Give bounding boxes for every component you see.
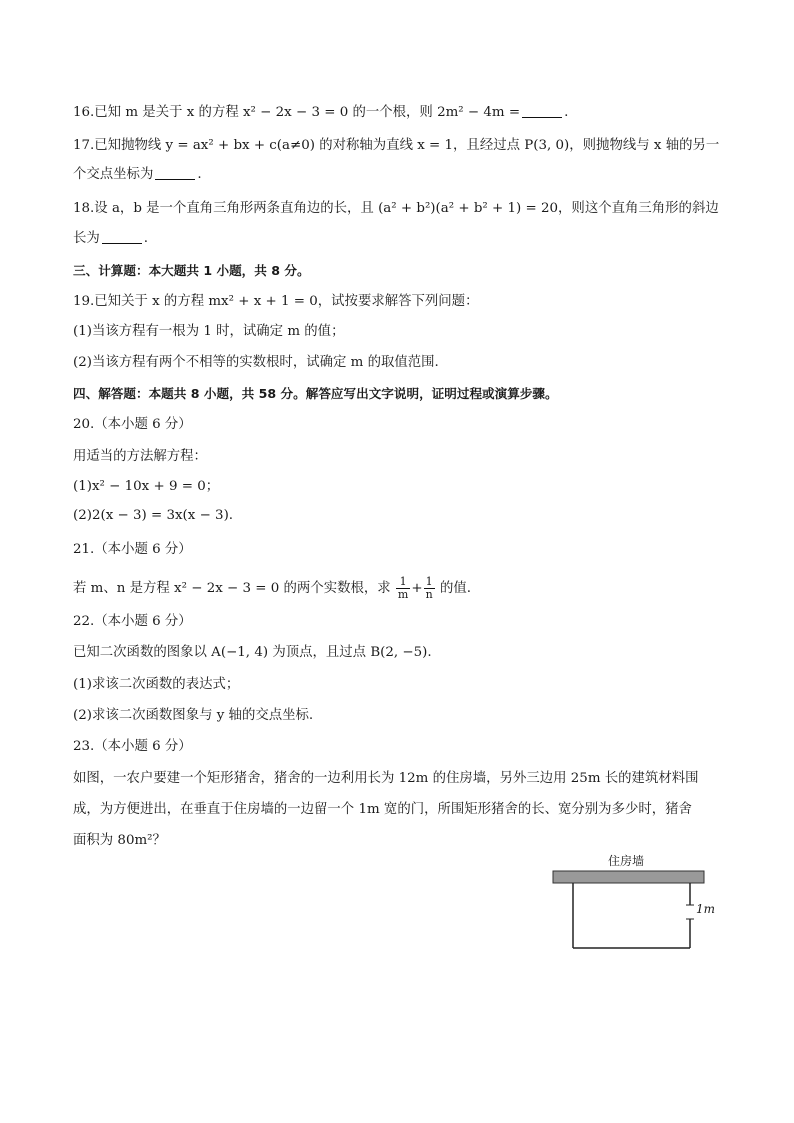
question-18-line2: 长为 . (73, 231, 149, 246)
wall-label: 住房墙 (608, 854, 645, 868)
pigsty-diagram (548, 852, 718, 957)
question-16: 16.已知 m 是关于 x 的方程 x² − 2x − 3 = 0 的一个根，则 2m² − 4m = . (73, 105, 569, 120)
question-17-line1: 17.已知抛物线 y = ax² + bx + c(a≠0) 的对称轴为直线 x = 1，且经过点 P(3, 0)，则抛物线与 x 轴的另一 (73, 138, 720, 153)
expression: 2m² − 4m = (437, 105, 521, 120)
equation: x² − 2x − 3 = 0 (242, 105, 349, 120)
question-23-line1: 如图，一农户要建一个矩形猪舍，猪舍的一边利用长为 12m 的住房墙，另外三边用 25m 长的建筑材料围 (73, 771, 699, 786)
question-22-part2: (2)求该二次函数图象与 y 轴的交点坐标. (73, 708, 314, 723)
section-3-heading: 三、计算题：本大题共 1 小题，共 8 分。 (73, 263, 310, 278)
equation: y = ax² + bx + c(a≠0) (165, 138, 315, 153)
fraction-1-over-n: $\frac{1}{n}$ (425, 575, 433, 601)
answer-blank (102, 230, 142, 244)
point: P(3, 0) (524, 138, 570, 153)
question-23-line3: 面积为 80m²？ (73, 833, 166, 848)
var-x: x (186, 105, 195, 120)
question-22-heading: 22.（本小题 6 分） (73, 614, 192, 629)
question-20-part2: (2)2(x − 3) = 3x(x − 3). (73, 508, 234, 523)
answer-blank (155, 166, 195, 180)
answer-blank (522, 104, 562, 118)
question-21: 若 m、n 是方程 x² − 2x − 3 = 0 的两个实数根，求 $\frac{1}{m}$ + $\frac{1}{n}$ 的值. (73, 575, 471, 601)
fraction-1-over-m: $\frac{1}{m}$ (397, 575, 409, 601)
question-20-heading: 20.（本小题 6 分） (73, 417, 192, 432)
question-22-part1: (1)求该二次函数的表达式； (73, 677, 240, 692)
question-19-part2: (2)当该方程有两个不相等的实数根时，试确定 m 的取值范围. (73, 355, 439, 370)
question-20-part1: (1)x² − 10x + 9 = 0； (73, 479, 220, 494)
question-23-line2: 成，为方便进出，在垂直于住房墙的一边留一个 1m 宽的门，所围矩形猪舍的长、宽分别为多少时，猪舍 (73, 802, 692, 817)
house-wall (553, 871, 704, 883)
equation: (a² + b²)(a² + b² + 1) = 20 (378, 201, 559, 216)
question-17-line2: 个交点坐标为 . (73, 167, 202, 182)
point: B(2, −5) (370, 645, 428, 660)
question-21-heading: 21.（本小题 6 分） (73, 542, 192, 557)
question-23-heading: 23.（本小题 6 分） (73, 739, 192, 754)
pigsty-figure (548, 852, 718, 957)
axis-equation: x = 1 (417, 138, 454, 153)
variables: a，b (111, 201, 142, 216)
section-4-heading: 四、解答题：本题共 8 小题，共 58 分。解答应写出文字说明，证明过程或演算步骤。 (73, 386, 558, 401)
equation: x² − 2x − 3 = 0 (174, 581, 280, 596)
door-width-label: 1m (696, 902, 716, 916)
question-20-intro: 用适当的方法解方程： (73, 449, 207, 464)
question-19: 19.已知关于 x 的方程 mx² + x + 1 = 0，试按要求解答下列问题： (73, 294, 479, 309)
question-19-part1: (1)当该方程有一根为 1 时，试确定 m 的值； (73, 324, 345, 339)
vertex-point: A(−1, 4) (211, 645, 269, 660)
var-m: m (125, 105, 139, 120)
question-22: 已知二次函数的图象以 A(−1, 4) 为顶点，且过点 B(2, −5). (73, 645, 432, 660)
question-18-line1: 18.设 a，b 是一个直角三角形两条直角边的长，且 (a² + b²)(a² + b² + 1) = 20，则这个直角三角形的斜边 (73, 201, 719, 216)
equation: mx² + x + 1 = 0 (208, 294, 318, 309)
